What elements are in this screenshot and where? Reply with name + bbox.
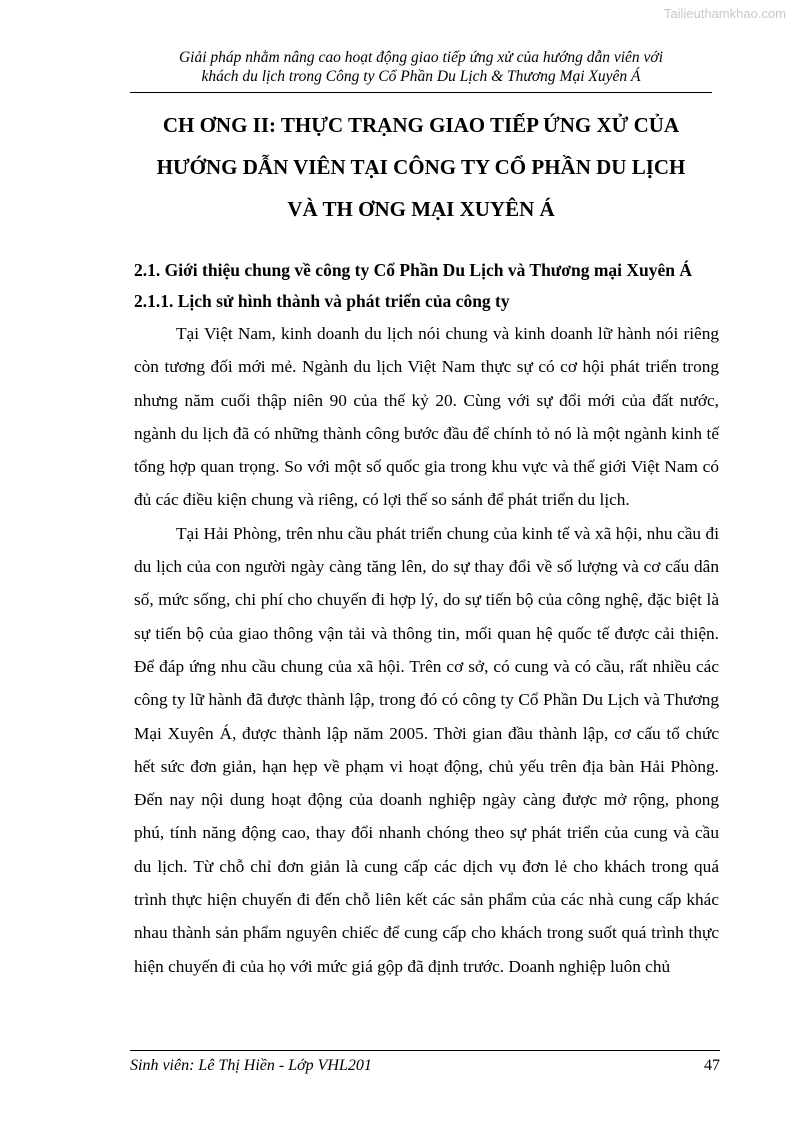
paragraph-1: Tại Việt Nam, kinh doanh du lịch nói chung và kinh doanh lữ hành nói riêng còn tương đối mới mẻ. Ngành du lịch Việt Nam thực sự có cơ hội phát triển trong nhưng năm cuối thập niên 90 của thế kỷ 20. Cùng với sự đổi mới của đất nước, ngành du lịch đã có những thành công bước đầu để chính tỏ nó là một ngành kinh tế tổng hợp quan trọng. So với một số quốc gia trong khu vực và thế giới Việt Nam có đủ các điều kiện chung và riêng, có lợi thế so sánh để phát triển du lịch. bbox=[134, 324, 719, 510]
watermark: Tailieuthamkhao.com bbox=[663, 6, 786, 21]
running-header-line-1: Giải pháp nhằm nâng cao hoạt động giao tiếp ứng xử của hướng dẫn viên với bbox=[178, 49, 664, 66]
subsection-heading: 2.1.1. Lịch sử hình thành và phát triển của công ty bbox=[134, 291, 510, 311]
chapter-title-line-1: CH ƠNG II: THỰC TRẠNG GIAO TIẾP ỨNG XỬ CỦA bbox=[162, 113, 680, 137]
footer-author: Sinh viên: Lê Thị Hiền - Lớp VHL201 bbox=[130, 1057, 372, 1074]
chapter-title-line-3: VÀ TH ƠNG MẠI XUYÊN Á bbox=[287, 197, 555, 221]
footer-divider bbox=[130, 1050, 720, 1051]
header-divider bbox=[130, 92, 712, 93]
chapter-title-line-2: HƯỚNG DẪN VIÊN TẠI CÔNG TY CỔ PHẦN DU LỊCH bbox=[156, 155, 686, 179]
running-header bbox=[130, 48, 712, 86]
page-number: 47 bbox=[704, 1057, 720, 1074]
section-heading: 2.1. Giới thiệu chung về công ty Cổ Phần Du Lịch và Thương mại Xuyên Á bbox=[134, 260, 693, 280]
running-header-line-2: khách du lịch trong Công ty Cổ Phần Du Lịch & Thương Mại Xuyên Á bbox=[201, 68, 641, 85]
chapter-title bbox=[130, 104, 712, 230]
body-text bbox=[134, 317, 719, 983]
paragraph-2: Tại Hải Phòng, trên nhu cầu phát triển chung của kinh tế và xã hội, nhu cầu đi du lịch của con người ngày càng tăng lên, do sự thay đổi về số lượng và cơ cấu dân số, mức sống, chi phí cho chuyến đi hợp lý, do sự tiến bộ của công nghệ, đặc biệt là sự tiến bộ của giao thông vận tải và thông tin, mối quan hệ quốc tế được cải thiện. Để đáp ứng nhu cầu chung của xã hội. Trên cơ sở, có cung và có cầu, rất nhiều các công ty lữ hành đã được thành lập, trong đó có công ty Cổ Phần Du Lịch và Thương Mại Xuyên Á, được thành lập năm 2005. Thời gian đầu thành lập, cơ cấu tổ chức hết sức đơn giản, hạn hẹp về phạm vi hoạt động, chủ yếu trên địa bàn Hải Phòng. Đến nay nội dung hoạt động của doanh nghiệp ngày càng được mở rộng, phong phú, tính năng động cao, thay đổi nhanh chóng theo sự phát triển của cung và cầu du lịch. Từ chỗ chỉ đơn giản là cung cấp các dịch vụ đơn lẻ cho khách trong quá trình thực hiện chuyến đi đến chỗ liên kết các sản phẩm của các nhà cung cấp khác nhau thành sản phẩm nguyên chiếc để cung cấp cho khách trong suốt quá trình thực hiện chuyến đi của họ với mức giá gộp đã định trước. Doanh nghiệp luôn chủ bbox=[134, 523, 719, 976]
